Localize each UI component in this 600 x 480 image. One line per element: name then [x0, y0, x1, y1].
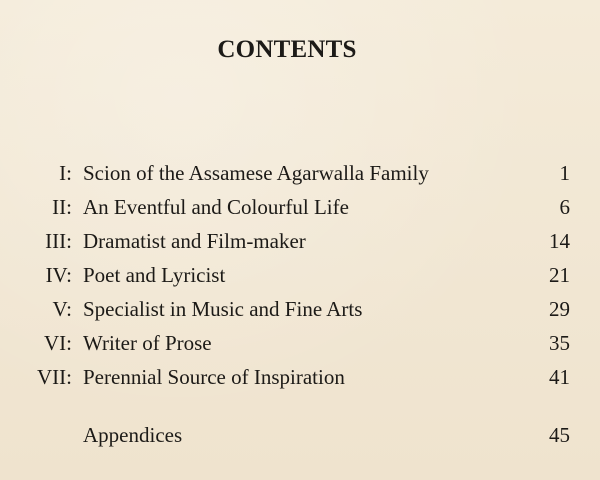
page-number: 45 — [549, 423, 570, 447]
chapter-title: Poet and Lyricist — [83, 263, 226, 287]
toc-entry-3 — [0, 224, 600, 258]
toc-entry-appendices — [0, 418, 600, 452]
chapter-number: V: — [52, 297, 72, 321]
toc-entry-7 — [0, 360, 600, 394]
chapter-number: VII: — [37, 365, 72, 389]
chapter-title: Scion of the Assamese Agarwalla Family — [83, 161, 429, 185]
page-number: 14 — [549, 229, 570, 253]
page-title: CONTENTS — [217, 36, 357, 63]
toc-entry-6 — [0, 326, 600, 360]
appendix-title: Appendices — [83, 423, 183, 447]
chapter-number: VI: — [44, 331, 72, 355]
page-number: 35 — [549, 331, 570, 355]
chapter-number: IV: — [45, 263, 72, 287]
chapter-title: Specialist in Music and Fine Arts — [83, 297, 363, 321]
toc-entry-2 — [0, 190, 600, 224]
chapter-title: Writer of Prose — [83, 331, 212, 355]
toc-entry-1 — [0, 156, 600, 190]
chapter-number: III: — [45, 229, 72, 253]
chapter-number: II: — [52, 195, 72, 219]
page-number: 29 — [549, 297, 570, 321]
page-number: 1 — [559, 161, 570, 185]
chapter-title: Dramatist and Film-maker — [83, 229, 306, 253]
page-number: 21 — [549, 263, 570, 287]
chapter-title: An Eventful and Colourful Life — [83, 195, 349, 219]
page-number: 41 — [549, 365, 570, 389]
chapter-number: I: — [59, 161, 72, 185]
chapter-title: Perennial Source of Inspiration — [83, 365, 345, 389]
page-number: 6 — [559, 195, 570, 219]
table-of-contents — [0, 156, 600, 452]
toc-entry-4 — [0, 258, 600, 292]
toc-entry-5 — [0, 292, 600, 326]
